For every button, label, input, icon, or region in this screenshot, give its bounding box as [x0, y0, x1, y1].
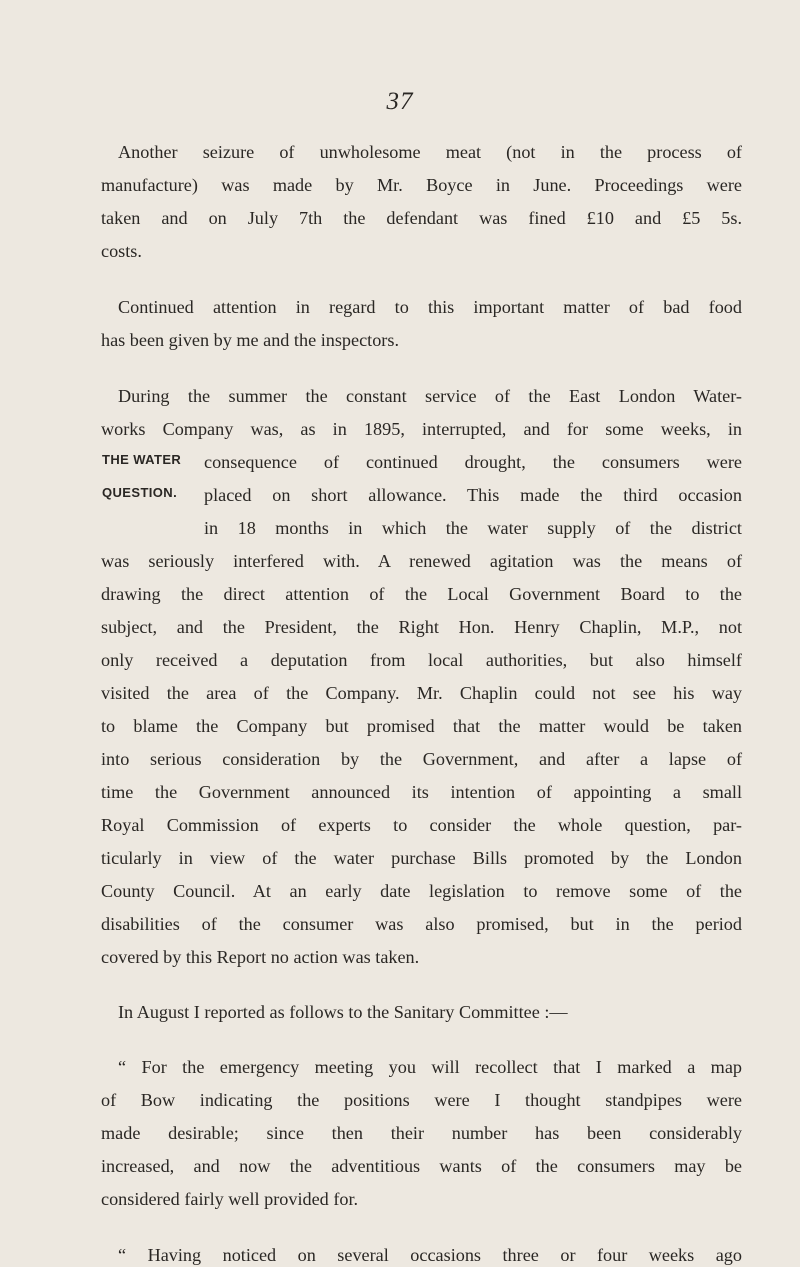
text-line: made desirable; since then their number has been considerably [101, 1123, 742, 1143]
text-line: into serious consideration by the Government, and after a lapse of [101, 749, 742, 769]
text-line: to blame the Company but promised that the matter would be taken [101, 716, 742, 736]
text-line: was seriously interfered with. A renewed agitation was the means of [101, 551, 742, 571]
text-line: ticularly in view of the water purchase Bills promoted by the London [101, 848, 742, 868]
text-line: covered by this Report no action was taken. [101, 947, 420, 967]
text-line: in 18 months in which the water supply of the district [204, 518, 742, 538]
text-line: manufacture) was made by Mr. Boyce in June. Proceedings were [101, 175, 742, 195]
text-line: consequence of continued drought, the consumers were [204, 452, 742, 472]
text-line: of Bow indicating the positions were I thought standpipes were [101, 1090, 742, 1110]
text-line: increased, and now the adventitious wants of the consumers may be [101, 1156, 742, 1176]
page-number: 37 [386, 88, 414, 115]
text-line: taken and on July 7th the defendant was fined £10 and £5 5s. [101, 208, 742, 228]
text-line: works Company was, as in 1895, interrupted, and for some weeks, in [101, 419, 742, 439]
text-line: costs. [101, 241, 142, 261]
text-line: only received a deputation from local authorities, but also himself [101, 650, 742, 670]
text-line: has been given by me and the inspectors. [101, 330, 399, 350]
text-line: “ Having noticed on several occasions three or four weeks ago [118, 1245, 742, 1265]
text-line: subject, and the President, the Right Hon. Henry Chaplin, M.P., not [101, 617, 742, 637]
text-line: Another seizure of unwholesome meat (not in the process of [118, 142, 742, 162]
text-line: In August I reported as follows to the Sanitary Committee :— [118, 1002, 568, 1022]
text-line: During the summer the constant service of the East London Water- [118, 386, 742, 406]
text-line: Royal Commission of experts to consider the whole question, par- [101, 815, 742, 835]
sidenote-the-water: THE WATER [102, 452, 182, 467]
text-line: “ For the emergency meeting you will recollect that I marked a map [118, 1057, 742, 1077]
text-line: Continued attention in regard to this important matter of bad food [118, 297, 742, 317]
text-line: drawing the direct attention of the Local Government Board to the [101, 584, 742, 604]
sidenote-question: QUESTION. [102, 485, 178, 500]
text-line: placed on short allowance. This made the third occasion [204, 485, 742, 505]
text-line: disabilities of the consumer was also promised, but in the period [101, 914, 742, 934]
text-line: visited the area of the Company. Mr. Chaplin could not see his way [101, 683, 742, 703]
text-line: time the Government announced its intention of appointing a small [101, 782, 742, 802]
text-line: considered fairly well provided for. [101, 1189, 359, 1209]
text-line: County Council. At an early date legislation to remove some of the [101, 881, 742, 901]
